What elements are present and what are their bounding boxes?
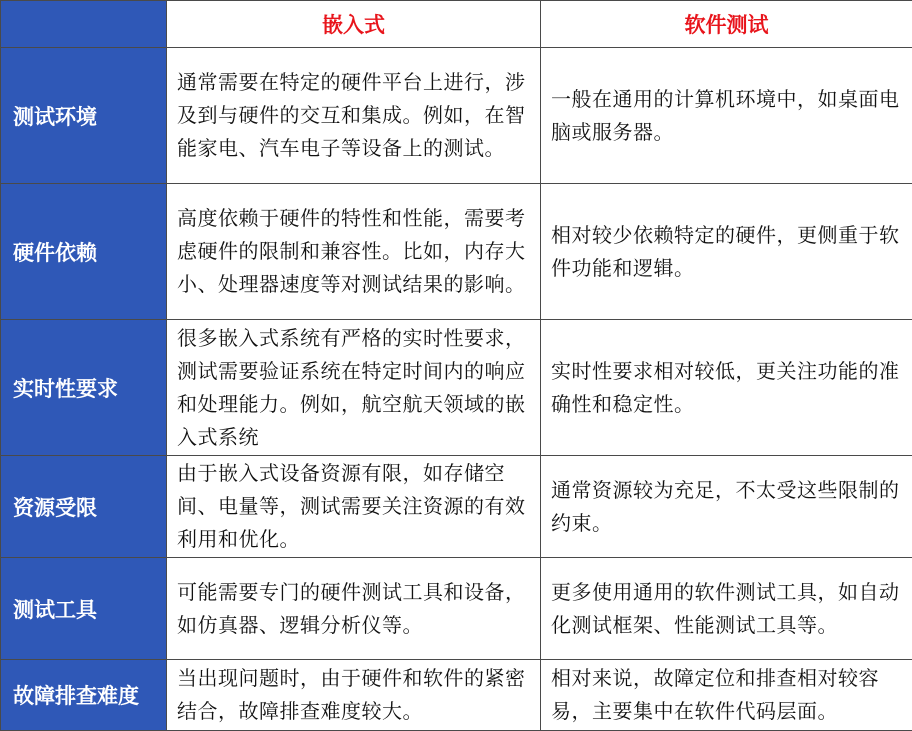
table-row: [1, 184, 912, 320]
embedded-cell: 高度依赖于硬件的特性和性能，需要考虑硬件的限制和兼容性。比如，内存大小、处理器速度等对测试结果的影响。: [167, 184, 541, 320]
software-cell: 相对较少依赖特定的硬件，更侧重于软件功能和逻辑。: [541, 184, 912, 320]
software-cell: 更多使用通用的软件测试工具，如自动化测试框架、性能测试工具等。: [541, 558, 912, 660]
software-cell: 实时性要求相对较低，更关注功能的准确性和稳定性。: [541, 320, 912, 456]
row-label: 测试工具: [1, 558, 167, 660]
row-label: 故障排查难度: [1, 660, 167, 731]
software-cell: 相对来说，故障定位和排查相对较容易，主要集中在软件代码层面。: [541, 660, 912, 731]
table-row: [1, 320, 912, 456]
table-row: [1, 660, 912, 731]
embedded-cell: 很多嵌入式系统有严格的实时性要求，测试需要验证系统在特定时间内的响应和处理能力。例如，航空航天领域的嵌入式系统: [167, 320, 541, 456]
table-row: [1, 456, 912, 558]
software-cell: 一般在通用的计算机环境中，如桌面电脑或服务器。: [541, 48, 912, 184]
header-embedded: 嵌入式: [167, 1, 541, 48]
table-row: [1, 558, 912, 660]
header-software-testing: 软件测试: [541, 1, 912, 48]
header-row: [1, 1, 912, 48]
software-cell: 通常资源较为充足，不太受这些限制的约束。: [541, 456, 912, 558]
row-label: 测试环境: [1, 48, 167, 184]
row-label: 实时性要求: [1, 320, 167, 456]
row-label: 资源受限: [1, 456, 167, 558]
table-row: [1, 48, 912, 184]
embedded-cell: 可能需要专门的硬件测试工具和设备，如仿真器、逻辑分析仪等。: [167, 558, 541, 660]
corner-cell: [1, 1, 167, 48]
embedded-cell: 当出现问题时，由于硬件和软件的紧密结合，故障排查难度较大。: [167, 660, 541, 731]
row-label: 硬件依赖: [1, 184, 167, 320]
embedded-cell: 通常需要在特定的硬件平台上进行，涉及到与硬件的交互和集成。例如，在智能家电、汽车电子等设备上的测试。: [167, 48, 541, 184]
embedded-cell: 由于嵌入式设备资源有限，如存储空间、电量等，测试需要关注资源的有效利用和优化。: [167, 456, 541, 558]
